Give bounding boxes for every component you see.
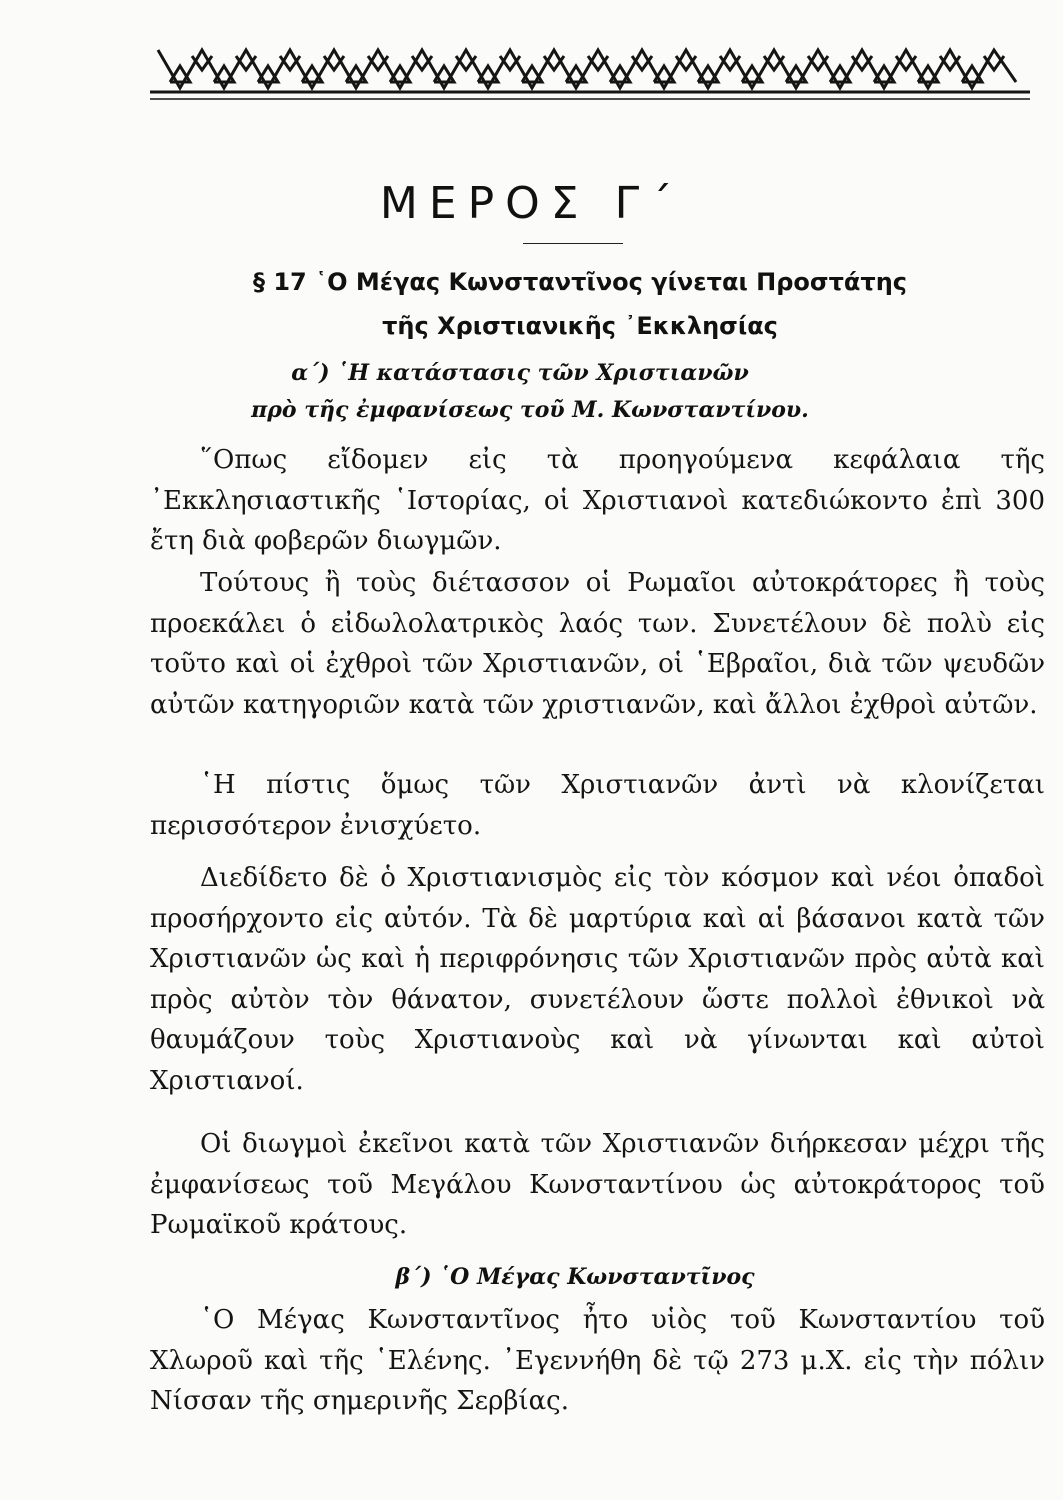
- paragraph-a5: Οἱ διωγμοὶ ἐκεῖνοι κατὰ τῶν Χριστιανῶν διήρκεσαν μέχρι τῆς ἐμφανίσεως τοῦ Μεγάλου Κωνσταντίνου ὡς αὐτοκράτορος τοῦ Ρωμαϊκοῦ κράτους.: [150, 1129, 1045, 1240]
- paragraph-a4: Διεδίδετο δὲ ὁ Χριστιανισμὸς εἰς τὸν κόσμον καὶ νέοι ὀπαδοὶ προσήρχοντο εἰς αὐτόν. Τὰ δὲ μαρτύρια καὶ αἱ βάσανοι κατὰ τῶν Χριστιανῶν ὡς καὶ ἡ περιφρόνησις τῶν Χριστιανῶν πρὸς αὐτὰ καὶ πρὸς αὐτὸν τὸν θάνατον, συνετέλουν ὥστε πολλοὶ ἐθνικοὶ νὰ θαυμάζουν τοὺς Χριστιανοὺς καὶ νὰ γίνωνται καὶ αὐτοὶ Χριστιανοί.: [150, 863, 1045, 1096]
- paragraph-a1: ῞Οπως εἴδομεν εἰς τὰ προηγούμενα κεφάλαια τῆς ᾿Εκκλησιαστικῆς ῾Ιστορίας, οἱ Χριστιανοὶ κατεδιώκοντο ἐπὶ 300 ἔτη διὰ φοβερῶν διωγμῶν.: [150, 445, 1045, 556]
- section-heading-line2: τῆς Χριστιανικῆς ᾿Εκκλησίας: [382, 312, 778, 340]
- paragraph-a2: Τούτους ἢ τοὺς διέτασσον οἱ Ρωμαῖοι αὐτοκράτορες ἢ τοὺς προεκάλει ὁ εἰδωλολατρικὸς λαός των. Συνετέλουν δὲ πολὺ εἰς τοῦτο καὶ οἱ ἐχθροὶ τῶν Χριστιανῶν, οἱ ῾Εβραῖοι, διὰ τῶν ψευδῶν αὐτῶν κατηγοριῶν κατὰ τῶν χριστιανῶν, καὶ ἄλλοι ἐχθροὶ αὐτῶν.: [150, 568, 1045, 720]
- paragraph-b1: ῾Ο Μέγας Κωνσταντῖνος ἦτο υἱὸς τοῦ Κωνσταντίου τοῦ Χλωροῦ καὶ τῆς ῾Ελένης. ᾿Εγεννήθη δὲ τῷ 273 μ.Χ. εἰς τὴν πόλιν Νίσσαν τῆς σημερινῆς Σερβίας.: [150, 1305, 1045, 1416]
- part-title: ΜΕΡΟΣ Γ΄: [379, 178, 684, 229]
- subsection-a-title-line1: α΄) ῾Η κατάστασις τῶν Χριστιανῶν: [291, 360, 749, 386]
- subsection-b-title: β΄) ῾Ο Μέγας Κωνσταντῖνος: [395, 1264, 755, 1290]
- greek-key-ornament-border: [150, 42, 1030, 104]
- title-divider: [523, 243, 623, 244]
- paragraph-a3: ῾Η πίστις ὅμως τῶν Χριστιανῶν ἀντὶ νὰ κλονίζεται περισσότερον ἐνισχύετο.: [150, 770, 1045, 841]
- subsection-a-title-line2: πρὸ τῆς ἐμφανίσεως τοῦ Μ. Κωνσταντίνου.: [251, 397, 809, 423]
- section-heading-line1: § 17 ῾Ο Μέγας Κωνσταντῖνος γίνεται Προστάτης: [252, 268, 908, 296]
